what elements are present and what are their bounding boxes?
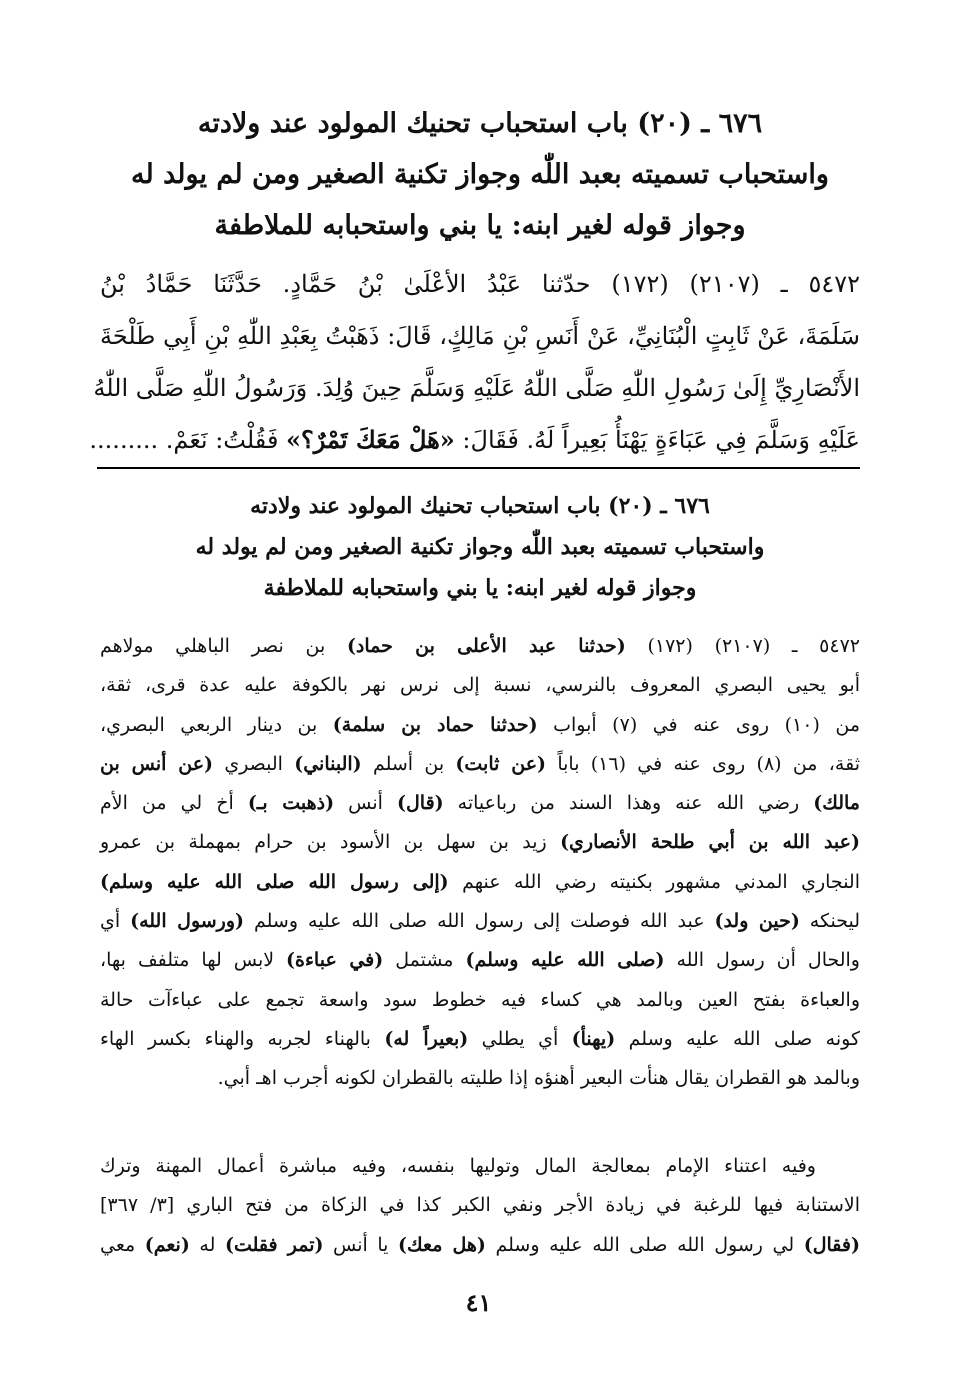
- text-run: (هل معك): [398, 1233, 486, 1256]
- text-run: (فقال): [803, 1233, 860, 1256]
- text-run: أخ لي من الأم: [100, 792, 248, 815]
- text-run: (في عباءة): [286, 949, 384, 972]
- hadith-text: [89, 258, 860, 466]
- text-run: النجاري المدني مشهور بكنيته رضي الله عنهم: [448, 870, 860, 893]
- text-run: بن دينار الربعي البصري،: [100, 713, 333, 736]
- hadith-line: سَلَمَةَ، عَنْ ثَابِتٍ الْبُنَانِيِّ، عَنْ أَنَسِ بْنِ مَالِكٍ، قَالَ: ذَهَبْتُ بِعَبْدِ اللّٰهِ بْنِ أَبِي طَلْحَةَ: [100, 322, 860, 350]
- commentary-heading: [100, 486, 860, 609]
- text-run: (عن أنس بن: [100, 752, 214, 775]
- commentary-line: والعباءة بفتح العين وبالمد هي كساء فيه خطوط سود واسعة تجمع على عباءآت حالة: [100, 988, 860, 1011]
- text-run: رضي الله عنه وهذا السند من رباعياته: [443, 792, 814, 815]
- hadith-quote: «هَلْ مَعَكَ تَمْرٌ؟»: [286, 425, 455, 454]
- commentary-heading-line: ٦٧٦ ـ (٢٠) باب استحباب تحنيك المولود عند ولادته: [250, 493, 710, 519]
- text-run: بالهناء لجربه والهناء بكسر الهاء: [100, 1027, 385, 1050]
- commentary-heading-line: واستحباب تسميته بعبد اللّٰه وجواز تكنية الصغير ومن لم يولد له: [195, 534, 765, 560]
- commentary-line: [100, 745, 860, 784]
- text-run: بن أسلم: [361, 752, 456, 775]
- text-run: ليحنكه: [799, 910, 860, 933]
- page-number: ٤١: [465, 1288, 492, 1317]
- main-heading-line: واستحباب تسميته بعبد اللّٰه وجواز تكنية الصغير ومن لم يولد له: [131, 159, 829, 190]
- commentary-line: [100, 627, 860, 666]
- section-divider: [97, 467, 860, 469]
- text-run: (حين ولد): [714, 910, 800, 933]
- commentary-line: وفيه اعتناء الإمام بمعالجة المال وتوليها بنفسه، وفيه مباشرة أعمال المهنة وترك: [100, 1155, 816, 1177]
- text-run: أي يطلي: [468, 1027, 572, 1050]
- text-run: (قال): [396, 792, 444, 815]
- commentary-line: [100, 1226, 860, 1265]
- text-run: يا أنس: [323, 1233, 399, 1256]
- text-run: مالك): [813, 792, 860, 815]
- text-run: بن نصر الباهلي مولاهم: [100, 635, 347, 657]
- text-run: أنس: [334, 792, 397, 815]
- hadith-line: الأَنْصَارِيِّ إِلَىٰ رَسُولِ اللّٰهِ صَلَّى اللّٰهُ عَلَيْهِ وَسَلَّمَ حِينَ وُلِدَ. وَرَسُولُ اللّٰهِ صَلَّى اللّٰهُ: [93, 374, 860, 402]
- text-run: (عبد الله بن أبي طلحة الأنصاري): [560, 831, 860, 854]
- text-run: معي: [100, 1233, 145, 1256]
- text-run: (بعيراً له): [384, 1027, 469, 1050]
- commentary-text: [100, 627, 860, 1099]
- text-run: (حدثنا حماد بن سلمة): [332, 713, 538, 736]
- commentary-line: [100, 823, 860, 862]
- commentary-line: [100, 941, 860, 980]
- commentary-paragraph-2: [100, 1147, 860, 1265]
- text-run: زيد بن سهل بن الأسود بن حرام بمهملة بن عمرو: [100, 831, 561, 854]
- text-run: كونه صلى الله عليه وسلم: [615, 1027, 860, 1050]
- commentary-heading-line: وجواز قوله لغير ابنه: يا بني واستحبابه للملاطفة: [263, 575, 697, 601]
- text-run: لابس لها متلفف بها،: [100, 949, 287, 972]
- text-run: (نعم): [144, 1233, 190, 1256]
- commentary-line: [100, 706, 860, 745]
- main-heading: [100, 98, 860, 251]
- text-run: ثقة، من (٨) روى عنه في (١٦) باباً: [546, 752, 860, 775]
- text-run: (يهنأ): [571, 1027, 616, 1050]
- commentary-line: أبو يحيى البصري المعروف بالنرسي، نسبة إلى نرس نهر بالكوفة عليه عدة قرى، ثقة،: [100, 674, 860, 697]
- text-run: (ذهبت بـ): [247, 792, 335, 815]
- text-run: عبد الله فوصلت إلى رسول الله صلى الله عليه وسلم: [244, 910, 715, 933]
- commentary-line: الاستنابة فيها للرغبة في زيادة الأجر ونفي الكبر كذا في الزكاة من فتح الباري [٣/ ٣٦٧]: [100, 1194, 860, 1217]
- commentary-line: [100, 902, 860, 941]
- main-heading-line: ٦٧٦ ـ (٢٠) باب استحباب تحنيك المولود عند ولادته: [197, 108, 763, 139]
- text-run: (صلى الله عليه وسلم): [465, 949, 665, 972]
- text-run: له: [189, 1233, 225, 1256]
- hadith-text-run: عَلَيْهِ وَسَلَّمَ فِي عَبَاءَةٍ يَهْنَأُ بَعِيراً لَهُ. فَقَالَ:: [454, 426, 860, 454]
- text-run: (حدثنا عبد الأعلى بن حماد): [346, 635, 626, 657]
- text-run: (البناني): [294, 752, 362, 775]
- text-run: (إلى رسول الله صلى الله عليه وسلم): [100, 870, 449, 893]
- commentary-line: [100, 1020, 860, 1059]
- hadith-text-run: فَقُلْتُ: نَعَمْ. .........: [89, 426, 287, 454]
- text-run: البصري: [213, 752, 295, 775]
- text-run: (تمر فقلت): [224, 1233, 324, 1256]
- commentary-line: [100, 863, 860, 902]
- commentary-line: وبالمد هو القطران يقال هنأت البعير أهنؤه إذا طليته بالقطران لكونه أجرب اهـ أبي.: [217, 1067, 860, 1090]
- text-run: ٥٤٧٢ ـ (٢١٠٧) (١٧٢): [625, 635, 860, 657]
- text-run: لي رسول الله صلى الله عليه وسلم: [485, 1233, 804, 1256]
- text-run: (عن ثابت): [455, 752, 547, 775]
- hadith-line: ٥٤٧٢ ـ (٢١٠٧) (١٧٢) حدّثنا عَبْدُ الأعْلَىٰ بْنُ حَمَّادٍ. حَدَّثَنَا حَمَّادُ بْنُ: [100, 270, 860, 298]
- hadith-line: [89, 414, 860, 466]
- text-run: والحال أن رسول الله: [664, 949, 860, 972]
- text-run: مشتمل: [383, 949, 466, 972]
- text-run: (ورسول الله): [130, 910, 245, 933]
- text-run: من (١٠) روى عنه في (٧) أبواب: [537, 713, 861, 736]
- text-run: أي: [100, 910, 131, 933]
- commentary-line: [100, 784, 860, 823]
- main-heading-line: وجواز قوله لغير ابنه: يا بني واستحبابه للملاطفة: [214, 210, 746, 241]
